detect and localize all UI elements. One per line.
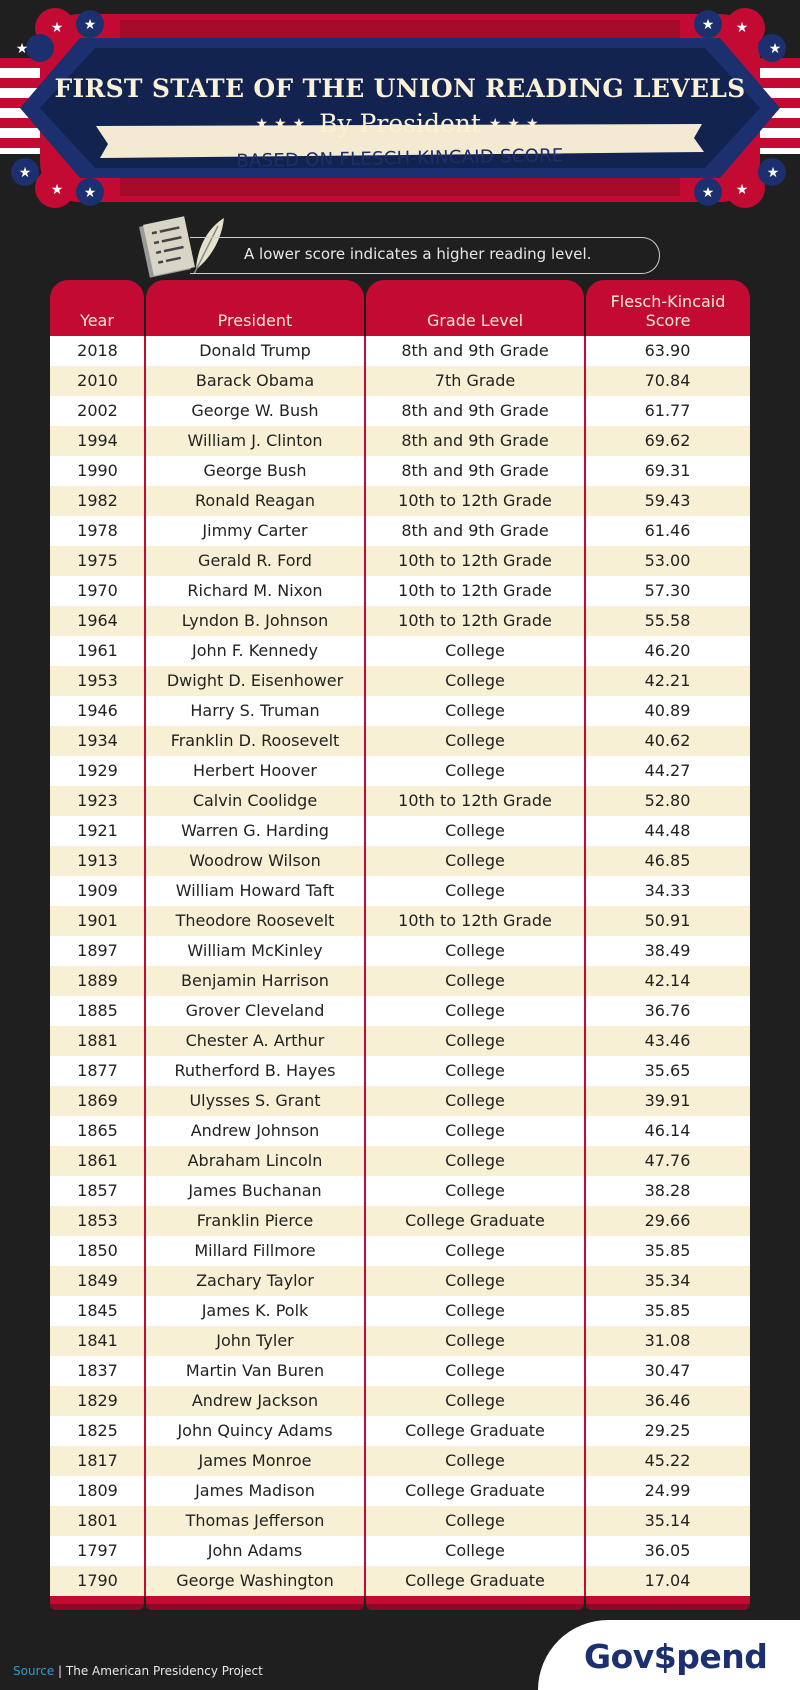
cell-president: John F. Kennedy (192, 641, 318, 660)
table-row (50, 336, 750, 366)
cell-score: 35.14 (644, 1511, 691, 1530)
cell-score: 35.85 (644, 1301, 691, 1320)
table-row (50, 696, 750, 726)
table-row (50, 846, 750, 876)
source-label: Source (13, 1664, 55, 1678)
table-row (50, 1536, 750, 1566)
cell-grade-level: College Graduate (405, 1571, 545, 1590)
cell-president: James Madison (195, 1481, 315, 1500)
cell-grade-level: College (445, 1121, 505, 1140)
table-row (50, 1386, 750, 1416)
table-row (50, 1446, 750, 1476)
table-row (50, 1566, 750, 1596)
table-row (50, 1416, 750, 1446)
cell-year: 2010 (77, 371, 118, 390)
cell-grade-level: 10th to 12th Grade (398, 491, 552, 510)
table-row (50, 396, 750, 426)
source-text: The American Presidency Project (65, 1664, 263, 1678)
table-row (50, 516, 750, 546)
cell-grade-level: College (445, 671, 505, 690)
svg-text:★: ★ (768, 41, 782, 57)
cell-president: Harry S. Truman (190, 701, 320, 720)
cell-grade-level: College (445, 1091, 505, 1110)
svg-text:★: ★ (18, 165, 32, 181)
cell-year: 1929 (77, 761, 118, 780)
table-row (50, 1476, 750, 1506)
cell-year: 1797 (77, 1541, 118, 1560)
table-row (50, 546, 750, 576)
column-divider (364, 336, 366, 1596)
table-row (50, 726, 750, 756)
column-header-grade (366, 280, 584, 336)
cell-president: Theodore Roosevelt (175, 911, 335, 930)
table-row (50, 1266, 750, 1296)
cell-president: Gerald R. Ford (198, 551, 312, 570)
cell-year: 1921 (77, 821, 118, 840)
cell-president: Franklin D. Roosevelt (170, 731, 340, 750)
logo-dollar-icon: $ (653, 1637, 677, 1676)
table-row (50, 756, 750, 786)
page-subtitle (0, 109, 800, 138)
table-row (50, 996, 750, 1026)
cell-president: Ulysses S. Grant (189, 1091, 321, 1110)
cell-grade-level: College (445, 941, 505, 960)
cell-score: 31.08 (644, 1331, 691, 1350)
svg-text:★: ★ (50, 182, 64, 198)
cell-grade-level: College (445, 701, 505, 720)
cell-year: 1885 (77, 1001, 118, 1020)
cell-president: Dwight D. Eisenhower (166, 671, 344, 690)
cell-score: 36.76 (644, 1001, 691, 1020)
cell-president: Barack Obama (195, 371, 315, 390)
cell-score: 59.43 (644, 491, 691, 510)
cell-year: 1853 (77, 1211, 118, 1230)
cell-score: 45.22 (644, 1451, 691, 1470)
cell-president: Herbert Hoover (193, 761, 317, 780)
cell-grade-level: 8th and 9th Grade (401, 341, 549, 360)
table-row (50, 1506, 750, 1536)
cell-score: 63.90 (644, 341, 691, 360)
cell-score: 38.49 (644, 941, 691, 960)
table-row (50, 366, 750, 396)
cell-year: 1841 (77, 1331, 118, 1350)
cell-year: 1982 (77, 491, 118, 510)
cell-grade-level: 8th and 9th Grade (401, 521, 549, 540)
cell-president: Rutherford B. Hayes (174, 1061, 336, 1080)
table-row (50, 1236, 750, 1266)
cell-grade-level: College (445, 1061, 505, 1080)
cell-year: 1913 (77, 851, 118, 870)
cell-grade-level: College (445, 1181, 505, 1200)
svg-text:★: ★ (735, 20, 749, 36)
cell-grade-level: College (445, 1271, 505, 1290)
cell-grade-level: College (445, 971, 505, 990)
cell-grade-level: College (445, 1301, 505, 1320)
column-header-president (146, 280, 364, 336)
cell-score: 46.85 (644, 851, 691, 870)
cell-grade-level: College (445, 1511, 505, 1530)
cell-president: Calvin Coolidge (192, 791, 318, 810)
table-footer-cap (366, 1596, 584, 1610)
header-grade-label: Grade Level (426, 311, 524, 330)
logo-text-left: Gov (584, 1637, 654, 1676)
cell-grade-level: College (445, 1361, 505, 1380)
svg-text:★: ★ (83, 17, 97, 33)
cell-year: 1994 (77, 431, 118, 450)
table-row (50, 456, 750, 486)
cell-score: 30.47 (644, 1361, 691, 1380)
table-row (50, 606, 750, 636)
column-header-score (586, 280, 750, 336)
cell-score: 42.21 (644, 671, 691, 690)
cell-grade-level: College (445, 821, 505, 840)
cell-score: 55.58 (644, 611, 691, 630)
cell-grade-level: 10th to 12th Grade (398, 911, 552, 930)
cell-score: 35.85 (644, 1241, 691, 1260)
cell-score: 61.77 (644, 401, 691, 420)
cell-grade-level: College Graduate (405, 1481, 545, 1500)
table-row (50, 1176, 750, 1206)
cell-year: 1809 (77, 1481, 118, 1500)
cell-president: Lyndon B. Johnson (181, 611, 329, 630)
table-row (50, 876, 750, 906)
column-divider (584, 336, 586, 1596)
cell-president: Martin Van Buren (185, 1361, 325, 1380)
cell-year: 1865 (77, 1121, 118, 1140)
cell-score: 53.00 (644, 551, 691, 570)
cell-grade-level: College (445, 1451, 505, 1470)
cell-score: 39.91 (644, 1091, 691, 1110)
cell-year: 1790 (77, 1571, 118, 1590)
svg-text:★: ★ (701, 17, 715, 33)
table-row (50, 966, 750, 996)
cell-president: John Quincy Adams (177, 1421, 333, 1440)
cell-grade-level: College (445, 1331, 505, 1350)
svg-text:★: ★ (50, 20, 64, 36)
cell-year: 1909 (77, 881, 118, 900)
cell-president: Grover Cleveland (185, 1001, 325, 1020)
cell-score: 43.46 (644, 1031, 691, 1050)
cell-grade-level: College (445, 881, 505, 900)
table-row (50, 1086, 750, 1116)
table-row (50, 1356, 750, 1386)
cell-grade-level: College (445, 851, 505, 870)
svg-text:★: ★ (701, 185, 715, 201)
table-row (50, 1206, 750, 1236)
cell-grade-level: 8th and 9th Grade (401, 401, 549, 420)
table-footer-cap (50, 1596, 144, 1610)
cell-score: 29.66 (644, 1211, 691, 1230)
cell-president: George Bush (203, 461, 307, 480)
cell-grade-level: College (445, 731, 505, 750)
logo-text-right: pend (676, 1637, 768, 1676)
cell-grade-level: College (445, 1241, 505, 1260)
cell-year: 1869 (77, 1091, 118, 1110)
cell-year: 1837 (77, 1361, 118, 1380)
cell-president: Thomas Jefferson (185, 1511, 325, 1530)
cell-president: Ronald Reagan (195, 491, 315, 510)
cell-grade-level: College Graduate (405, 1421, 545, 1440)
cell-president: Benjamin Harrison (181, 971, 329, 990)
cell-score: 35.65 (644, 1061, 691, 1080)
table-body (50, 336, 750, 1596)
svg-text:★: ★ (735, 182, 749, 198)
cell-president: Millard Fillmore (194, 1241, 316, 1260)
cell-president: Franklin Pierce (196, 1211, 314, 1230)
cell-grade-level: College (445, 1031, 505, 1050)
cell-grade-level: 10th to 12th Grade (398, 551, 552, 570)
subtitle-text: By President (319, 109, 481, 138)
cell-president: George W. Bush (191, 401, 319, 420)
source-separator: | (58, 1664, 66, 1678)
cell-score: 69.62 (644, 431, 691, 450)
cell-year: 1946 (77, 701, 118, 720)
cell-year: 2018 (77, 341, 118, 360)
cell-grade-level: 7th Grade (434, 371, 516, 390)
note-text: A lower score indicates a higher reading level. (244, 245, 592, 263)
cell-grade-level: College (445, 1151, 505, 1170)
cell-score: 34.33 (644, 881, 691, 900)
cell-grade-level: College (445, 1391, 505, 1410)
table-row (50, 906, 750, 936)
cell-score: 44.27 (644, 761, 691, 780)
table-row (50, 576, 750, 606)
title-banner (0, 0, 800, 215)
stars-left-icon: ★★★ (255, 116, 312, 132)
svg-text:★: ★ (83, 185, 97, 201)
cell-score: 38.28 (644, 1181, 691, 1200)
cell-score: 36.46 (644, 1391, 691, 1410)
cell-president: Abraham Lincoln (187, 1151, 323, 1170)
cell-year: 1881 (77, 1031, 118, 1050)
cell-year: 1901 (77, 911, 118, 930)
table-row (50, 1326, 750, 1356)
table-row (50, 816, 750, 846)
cell-year: 1934 (77, 731, 118, 750)
cell-president: Warren G. Harding (181, 821, 329, 840)
cell-year: 1953 (77, 671, 118, 690)
cell-president: Chester A. Arthur (185, 1031, 325, 1050)
cell-president: James Buchanan (188, 1181, 322, 1200)
cell-president: John Tyler (216, 1331, 294, 1350)
cell-score: 70.84 (644, 371, 691, 390)
cell-year: 1849 (77, 1271, 118, 1290)
table-row (50, 1296, 750, 1326)
stars-right-icon: ★★★ (488, 116, 545, 132)
header-year-label: Year (80, 311, 114, 330)
cell-president: Donald Trump (199, 341, 311, 360)
cell-president: Jimmy Carter (202, 521, 308, 540)
cell-year: 1825 (77, 1421, 118, 1440)
cell-president: John Adams (207, 1541, 303, 1560)
cell-grade-level: 10th to 12th Grade (398, 581, 552, 600)
header-score-line2: Score (645, 311, 691, 330)
column-header-year (50, 280, 144, 336)
cell-president: William Howard Taft (175, 881, 335, 900)
cell-year: 1897 (77, 941, 118, 960)
cell-grade-level: College (445, 641, 505, 660)
cell-president: Woodrow Wilson (189, 851, 321, 870)
table-row (50, 636, 750, 666)
cell-year: 1975 (77, 551, 118, 570)
cell-score: 46.14 (644, 1121, 691, 1140)
cell-president: Richard M. Nixon (187, 581, 323, 600)
cell-year: 1961 (77, 641, 118, 660)
cell-score: 42.14 (644, 971, 691, 990)
cell-year: 1978 (77, 521, 118, 540)
cell-year: 1923 (77, 791, 118, 810)
cell-year: 1990 (77, 461, 118, 480)
cell-score: 57.30 (644, 581, 691, 600)
svg-text:★: ★ (15, 41, 29, 57)
cell-score: 44.48 (644, 821, 691, 840)
cell-year: 1817 (77, 1451, 118, 1470)
cell-score: 61.46 (644, 521, 691, 540)
table-row (50, 786, 750, 816)
cell-score: 47.76 (644, 1151, 691, 1170)
cell-year: 1845 (77, 1301, 118, 1320)
table-row (50, 426, 750, 456)
ribbon-text: BASED ON FLESCH-KINCAID SCORE (236, 145, 564, 172)
cell-year: 1801 (77, 1511, 118, 1530)
cell-grade-level: 10th to 12th Grade (398, 611, 552, 630)
cell-score: 35.34 (644, 1271, 691, 1290)
cell-score: 24.99 (644, 1481, 691, 1500)
cell-president: Zachary Taylor (196, 1271, 314, 1290)
cell-score: 36.05 (644, 1541, 691, 1560)
cell-year: 2002 (77, 401, 118, 420)
table-row (50, 1026, 750, 1056)
cell-grade-level: College (445, 1001, 505, 1020)
cell-year: 1889 (77, 971, 118, 990)
cell-score: 40.62 (644, 731, 691, 750)
table-row (50, 1056, 750, 1086)
cell-grade-level: College (445, 1541, 505, 1560)
header-score-label (586, 292, 750, 330)
govspend-logo (584, 1637, 767, 1676)
header-president-label: President (217, 311, 293, 330)
table-row (50, 486, 750, 516)
table-row (50, 936, 750, 966)
cell-year: 1964 (77, 611, 118, 630)
column-divider (144, 336, 146, 1596)
page-title: FIRST STATE OF THE UNION READING LEVELS (54, 74, 746, 103)
source-credit (13, 1664, 263, 1678)
cell-president: Andrew Jackson (191, 1391, 319, 1410)
cell-year: 1850 (77, 1241, 118, 1260)
table-row (50, 1146, 750, 1176)
table-row (50, 1116, 750, 1146)
cell-grade-level: 10th to 12th Grade (398, 791, 552, 810)
cell-score: 69.31 (644, 461, 691, 480)
cell-grade-level: 8th and 9th Grade (401, 431, 549, 450)
cell-score: 52.80 (644, 791, 691, 810)
cell-year: 1829 (77, 1391, 118, 1410)
cell-score: 50.91 (644, 911, 691, 930)
cell-year: 1861 (77, 1151, 118, 1170)
cell-president: James Monroe (198, 1451, 312, 1470)
header-score-line1: Flesch-Kincaid (610, 292, 726, 311)
cell-score: 46.20 (644, 641, 691, 660)
cell-president: William McKinley (187, 941, 323, 960)
cell-president: Andrew Johnson (190, 1121, 320, 1140)
table-footer-cap (586, 1596, 750, 1610)
cell-year: 1857 (77, 1181, 118, 1200)
cell-grade-level: College (445, 761, 505, 780)
table-footer-cap (146, 1596, 364, 1610)
cell-president: James K. Polk (201, 1301, 309, 1320)
cell-grade-level: College Graduate (405, 1211, 545, 1230)
cell-score: 40.89 (644, 701, 691, 720)
cell-grade-level: 8th and 9th Grade (401, 461, 549, 480)
cell-president: William J. Clinton (187, 431, 323, 450)
cell-president: George Washington (176, 1571, 334, 1590)
cell-score: 17.04 (644, 1571, 691, 1590)
cell-year: 1970 (77, 581, 118, 600)
cell-year: 1877 (77, 1061, 118, 1080)
svg-text:★: ★ (766, 165, 780, 181)
cell-score: 29.25 (644, 1421, 691, 1440)
table-row (50, 666, 750, 696)
